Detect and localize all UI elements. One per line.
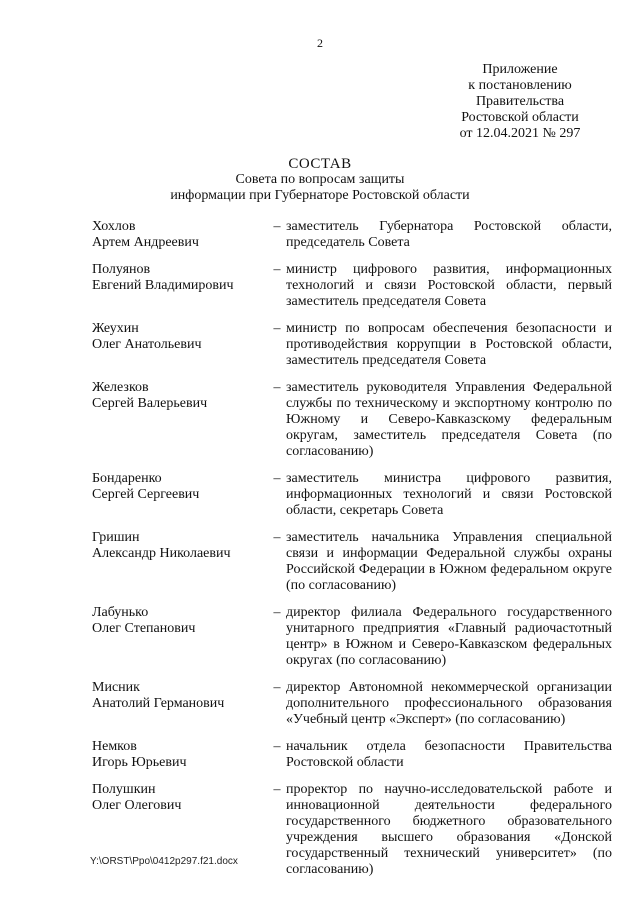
file-path-footer: Y:\ORST\Ppo\0412p297.f21.docx	[90, 856, 238, 867]
appendix-block	[425, 62, 615, 142]
member-surname: Железков	[92, 380, 149, 395]
member-row	[92, 680, 612, 728]
member-surname: Лабунько	[92, 605, 149, 620]
member-given-name: Олег Степанович	[92, 621, 196, 636]
member-name	[92, 680, 268, 728]
member-row	[92, 471, 612, 519]
appendix-line: Ростовской области	[461, 110, 579, 125]
dash-separator: –	[273, 782, 281, 797]
page-number: 2	[317, 36, 323, 50]
member-given-name: Артем Андреевич	[92, 235, 199, 250]
member-role: директор филиала Федерального государственного унитарного предприятия «Главный радиочастотный центр» в Южном и Северо-Кавказском федеральных округах (по согласованию)	[286, 605, 612, 668]
dash-separator: –	[273, 262, 281, 277]
member-role: заместитель начальника Управления специальной связи и информации Федеральной службы охраны Российской Федерации в Южном федеральном округе (по согласованию)	[286, 530, 612, 593]
member-given-name: Олег Олегович	[92, 798, 182, 813]
member-surname: Немков	[92, 739, 137, 754]
member-role: заместитель министра цифрового развития, информационных технологий и связи Ростовской области, секретарь Совета	[286, 471, 612, 518]
member-given-name: Анатолий Германович	[92, 696, 225, 711]
member-row	[92, 605, 612, 669]
member-role: начальник отдела безопасности Правительства Ростовской области	[286, 739, 612, 770]
member-surname: Полуянов	[92, 262, 151, 277]
member-role: заместитель руководителя Управления Федеральной службы по техническому и экспортному контролю по Южному и Северо-Кавказскому федеральным округам, заместитель председателя Совета (по согласованию)	[286, 380, 612, 459]
dash-separator: –	[273, 321, 281, 336]
document-title	[0, 156, 640, 204]
member-surname: Бондаренко	[92, 471, 162, 486]
member-row	[92, 380, 612, 460]
member-name	[92, 321, 268, 369]
member-name	[92, 530, 268, 594]
member-name	[92, 739, 268, 771]
member-row	[92, 321, 612, 369]
member-role: директор Автономной некоммерческой организации дополнительного профессионального образования «Учебный центр «Эксперт» (по согласованию)	[286, 680, 612, 727]
member-given-name: Сергей Валерьевич	[92, 396, 208, 411]
member-role: заместитель Губернатора Ростовской области, председатель Совета	[286, 219, 612, 250]
member-given-name: Олег Анатольевич	[92, 337, 202, 352]
member-name	[92, 219, 268, 251]
member-surname: Жеухин	[92, 321, 139, 336]
appendix-line: от 12.04.2021 № 297	[459, 126, 581, 141]
member-surname: Хохлов	[92, 219, 136, 234]
member-given-name: Игорь Юрьевич	[92, 755, 187, 770]
member-name	[92, 380, 268, 460]
member-list	[92, 219, 612, 889]
member-given-name: Александр Николаевич	[92, 546, 231, 561]
dash-separator: –	[273, 380, 281, 395]
member-row	[92, 739, 612, 771]
member-surname: Гришин	[92, 530, 140, 545]
appendix-line: Приложение	[482, 62, 558, 77]
appendix-line: Правительства	[475, 94, 565, 109]
dash-separator: –	[273, 219, 281, 234]
member-row	[92, 219, 612, 251]
member-role: министр по вопросам обеспечения безопасности и противодействия коррупции в Ростовской области, заместитель председателя Совета	[286, 321, 612, 368]
member-given-name: Сергей Сергеевич	[92, 487, 200, 502]
title-line: Совета по вопросам защиты	[235, 172, 405, 187]
member-surname: Полушкин	[92, 782, 156, 797]
dash-separator: –	[273, 605, 281, 620]
title-line: СОСТАВ	[288, 156, 352, 172]
member-given-name: Евгений Владимирович	[92, 278, 234, 293]
member-row	[92, 530, 612, 594]
member-name	[92, 605, 268, 669]
member-row	[92, 262, 612, 310]
dash-separator: –	[273, 471, 281, 486]
member-role: министр цифрового развития, информационных технологий и связи Ростовской области, первый заместитель председателя Совета	[286, 262, 612, 309]
appendix-line: к постановлению	[468, 78, 572, 93]
member-role: проректор по научно-исследовательской работе и инновационной деятельности федерального государственного бюджетного образовательного учреждения высшего образования «Донской государственный технический университет» (по согласованию)	[286, 782, 612, 877]
member-surname: Мисник	[92, 680, 140, 695]
member-name	[92, 262, 268, 310]
dash-separator: –	[273, 680, 281, 695]
dash-separator: –	[273, 530, 281, 545]
title-line: информации при Губернаторе Ростовской области	[170, 188, 470, 203]
member-name	[92, 471, 268, 519]
dash-separator: –	[273, 739, 281, 754]
